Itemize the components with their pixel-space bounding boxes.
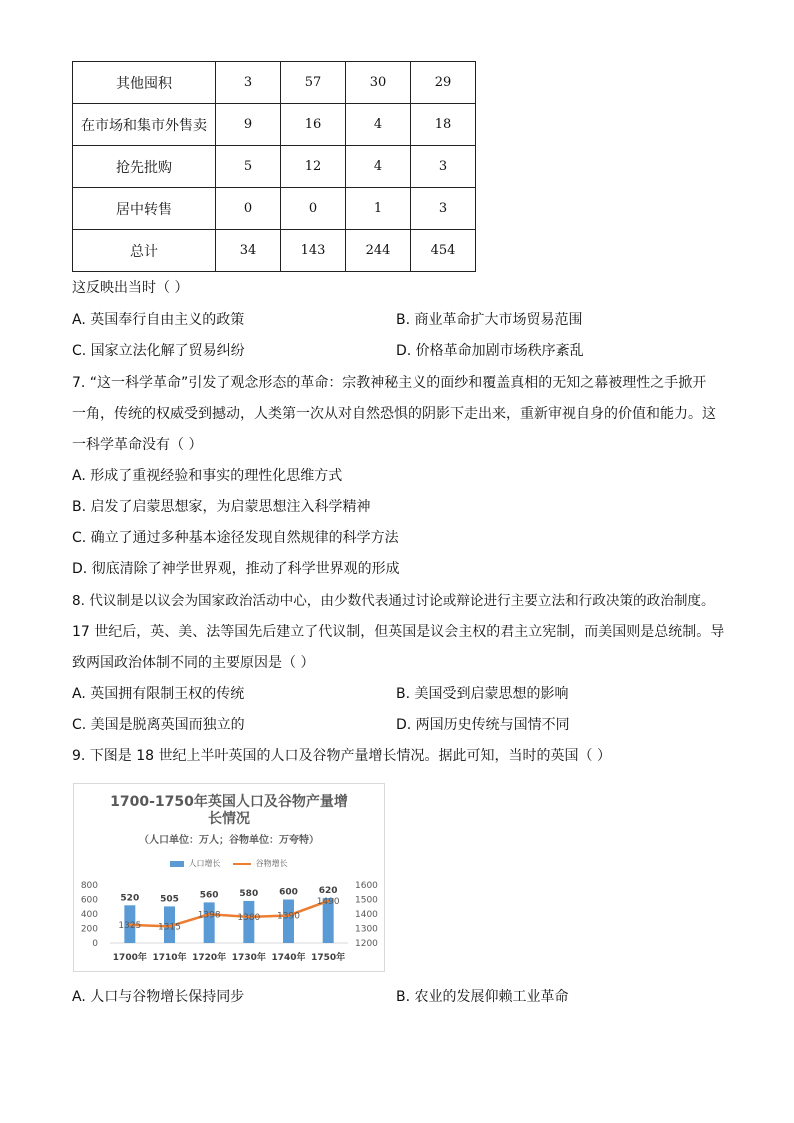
table-cell: 0: [281, 188, 346, 230]
table-cell: 1: [346, 188, 411, 230]
x-axis-tick: 1710年: [152, 953, 187, 963]
line-data-label: 1398: [197, 910, 221, 921]
table-cell: 16: [281, 104, 346, 146]
q7-stem-line: 一角，传统的权威受到撼动，人类第一次从对自然恐惧的阴影下走出来，重新审视自身的价值和能力。这: [72, 406, 716, 422]
right-axis-tick: 1300: [355, 924, 378, 935]
table-cell: 4: [346, 104, 411, 146]
right-axis-tick: 1200: [355, 939, 378, 949]
table-cell: 143: [281, 230, 346, 272]
x-axis-tick: 1720年: [192, 953, 227, 963]
x-axis-tick: 1740年: [271, 953, 306, 963]
table-row: [73, 188, 476, 230]
bar-data-label: 580: [239, 888, 259, 899]
right-axis-tick: 1600: [355, 881, 378, 891]
table-row-label: 在市场和集市外售卖: [73, 104, 216, 146]
line-data-label: 1325: [118, 920, 142, 931]
x-axis-tick: 1700年: [112, 953, 147, 963]
legend-label: 人口增长: [188, 859, 221, 868]
q7-option-b: B. 启发了启蒙思想家，为启蒙思想注入科学精神: [72, 499, 371, 515]
q6-option-d: D. 价格革命加剧市场秩序紊乱: [396, 343, 584, 359]
table-row: [73, 146, 476, 188]
table-cell: 18: [411, 104, 476, 146]
line-data-label: 1380: [237, 912, 261, 923]
left-axis-tick: 200: [80, 924, 98, 935]
table-row: [73, 62, 476, 104]
chart-title-line: 长情况: [208, 811, 250, 827]
bar-data-label: 600: [279, 887, 298, 898]
table-row-label: 抢先批购: [73, 146, 216, 188]
table-row: [73, 104, 476, 146]
table-cell: 0: [216, 188, 281, 230]
table-cell: 3: [411, 146, 476, 188]
left-axis-tick: 0: [92, 939, 98, 949]
x-axis-tick: 1750年: [311, 953, 346, 963]
chart-plot: [74, 784, 384, 971]
q7-option-c: C. 确立了通过多种基本途径发现自然规律的科学方法: [72, 530, 399, 546]
q8-option-d: D. 两国历史传统与国情不同: [396, 717, 570, 733]
q6-option-c: C. 国家立法化解了贸易纠纷: [72, 343, 245, 359]
chart-title-line: 1700-1750年英国人口及谷物产量增: [110, 794, 348, 810]
table-row: [73, 230, 476, 272]
q6-option-a: A. 英国奉行自由主义的政策: [72, 312, 245, 328]
q7-stem-line: 一科学革命没有（ ）: [72, 437, 203, 453]
left-axis-tick: 800: [80, 881, 98, 891]
q7-option-a: A. 形成了重视经验和事实的理性化思维方式: [72, 468, 343, 484]
left-axis-tick: 600: [80, 895, 98, 906]
population-grain-chart: [73, 783, 385, 972]
table-cell: 29: [411, 62, 476, 104]
table-cell: 3: [216, 62, 281, 104]
q8-option-a: A. 英国拥有限制王权的传统: [72, 686, 245, 702]
q8-option-b: B. 美国受到启蒙思想的影响: [396, 686, 569, 702]
table-cell: 12: [281, 146, 346, 188]
q7-stem-line: 7. “这一科学革命”引发了观念形态的革命：宗教神秘主义的面纱和覆盖真相的无知之幕被理性之手掀开: [72, 375, 707, 391]
bar-data-label: 620: [318, 886, 338, 897]
table-cell: 5: [216, 146, 281, 188]
q8-stem-line: 致两国政治体制不同的主要原因是（ ）: [72, 655, 315, 671]
table-cell: 244: [346, 230, 411, 272]
q9-stem: 9. 下图是 18 世纪上半叶英国的人口及谷物产量增长情况。据此可知，当时的英国（ ）: [72, 748, 611, 764]
bar-data-label: 560: [199, 890, 219, 901]
table-cell: 9: [216, 104, 281, 146]
bar-data-label: 520: [120, 893, 140, 904]
right-axis-tick: 1400: [355, 910, 378, 920]
x-axis-tick: 1730年: [231, 953, 266, 963]
q9-option-b: B. 农业的发展仰赖工业革命: [396, 989, 569, 1005]
table-cell: 454: [411, 230, 476, 272]
table-cell: 3: [411, 188, 476, 230]
data-table: [72, 61, 476, 272]
line-data-label: 1490: [316, 896, 340, 907]
bar-data-label: 505: [160, 894, 179, 905]
q8-stem-line: 17 世纪后，英、美、法等国先后建立了代议制，但英国是议会主权的君主立宪制，而美国则是总统制。导: [72, 624, 725, 640]
legend-label: 谷物增长: [255, 859, 288, 868]
table-cell: 4: [346, 146, 411, 188]
q7-option-d: D. 彻底清除了神学世界观，推动了科学世界观的形成: [72, 561, 400, 577]
q6-stem: 这反映出当时（ ）: [72, 280, 189, 296]
table-row-label: 总计: [73, 230, 216, 272]
q8-stem-line: 8. 代议制是以议会为国家政治活动中心，由少数代表通过讨论或辩论进行主要立法和行政决策的政治制度。: [72, 593, 715, 609]
q6-option-b: B. 商业革命扩大市场贸易范围: [396, 312, 583, 328]
q9-option-a: A. 人口与谷物增长保持同步: [72, 989, 245, 1005]
table-row-label: 居中转售: [73, 188, 216, 230]
q8-option-c: C. 美国是脱离英国而独立的: [72, 717, 245, 733]
chart-subtitle: （人口单位：万人；谷物单位：万夸特）: [139, 835, 319, 846]
right-axis-tick: 1500: [355, 895, 378, 906]
table-row-label: 其他囤积: [73, 62, 216, 104]
line-data-label: 1390: [277, 911, 300, 922]
table-cell: 30: [346, 62, 411, 104]
table-cell: 57: [281, 62, 346, 104]
line-data-label: 1315: [158, 922, 181, 933]
population-bar: [204, 902, 215, 943]
left-axis-tick: 400: [80, 910, 98, 920]
table-cell: 34: [216, 230, 281, 272]
